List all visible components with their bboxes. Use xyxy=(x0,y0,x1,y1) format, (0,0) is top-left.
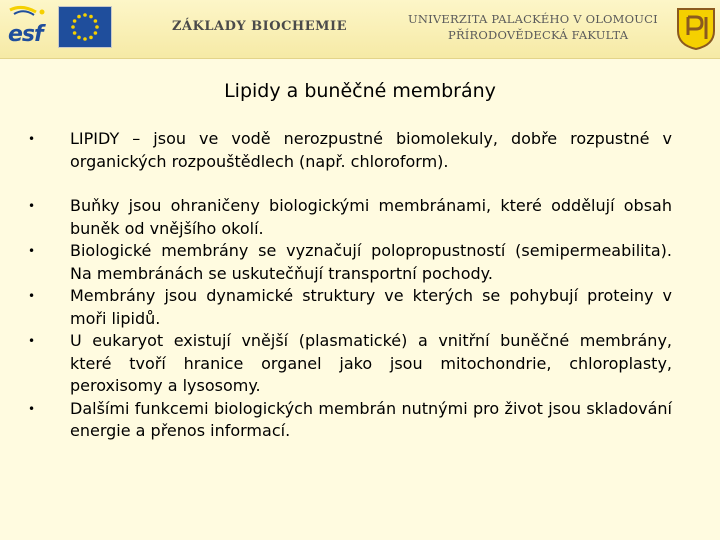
bullet-item: • Buňky jsou ohraničeny biologickými membránami, které oddělují obsah buněk od vnějšího okolí. xyxy=(28,195,672,240)
seal-icon xyxy=(674,5,718,51)
bullet-item: • Membrány jsou dynamické struktury ve kterých se pohybují proteiny v moři lipidů. xyxy=(28,285,672,330)
bullet-item: • LIPIDY – jsou ve vodě nerozpustné biomolekuly, dobře rozpustné v organických rozpouštědlech (např. chloroform). xyxy=(28,128,672,173)
bullet-item: • Biologické membrány se vyznačují polopropustností (semipermeabilita). Na membránách se uskutečňují transportní pochody. xyxy=(28,240,672,285)
bullet-item: • Dalšími funkcemi biologických membrán nutnými pro život jsou skladování energie a přenos informací. xyxy=(28,398,672,443)
slide-title: Lipidy a buněčné membrány xyxy=(224,80,496,102)
bullet-item: • U eukaryot existují vnější (plasmatické) a vnitřní buněčné membrány, které tvoří hranice organel jako jsou mitochondrie, chloroplasty, peroxisomy a lysosomy. xyxy=(28,330,672,398)
faculty-name: PŘÍRODOVĚDECKÁ FAKULTA xyxy=(448,28,629,42)
university-name: UNIVERZITA PALACKÉHO V OLOMOUCI xyxy=(408,12,658,26)
esf-logo-text: esf xyxy=(8,22,43,47)
esf-logo xyxy=(2,4,52,50)
eu-flag xyxy=(58,6,112,48)
bullet-list xyxy=(28,128,672,443)
course-title: ZÁKLADY BIOCHEMIE xyxy=(172,19,347,34)
university-seal-logo xyxy=(674,5,718,51)
eu-stars-icon xyxy=(59,7,111,47)
header-banner xyxy=(0,0,720,59)
